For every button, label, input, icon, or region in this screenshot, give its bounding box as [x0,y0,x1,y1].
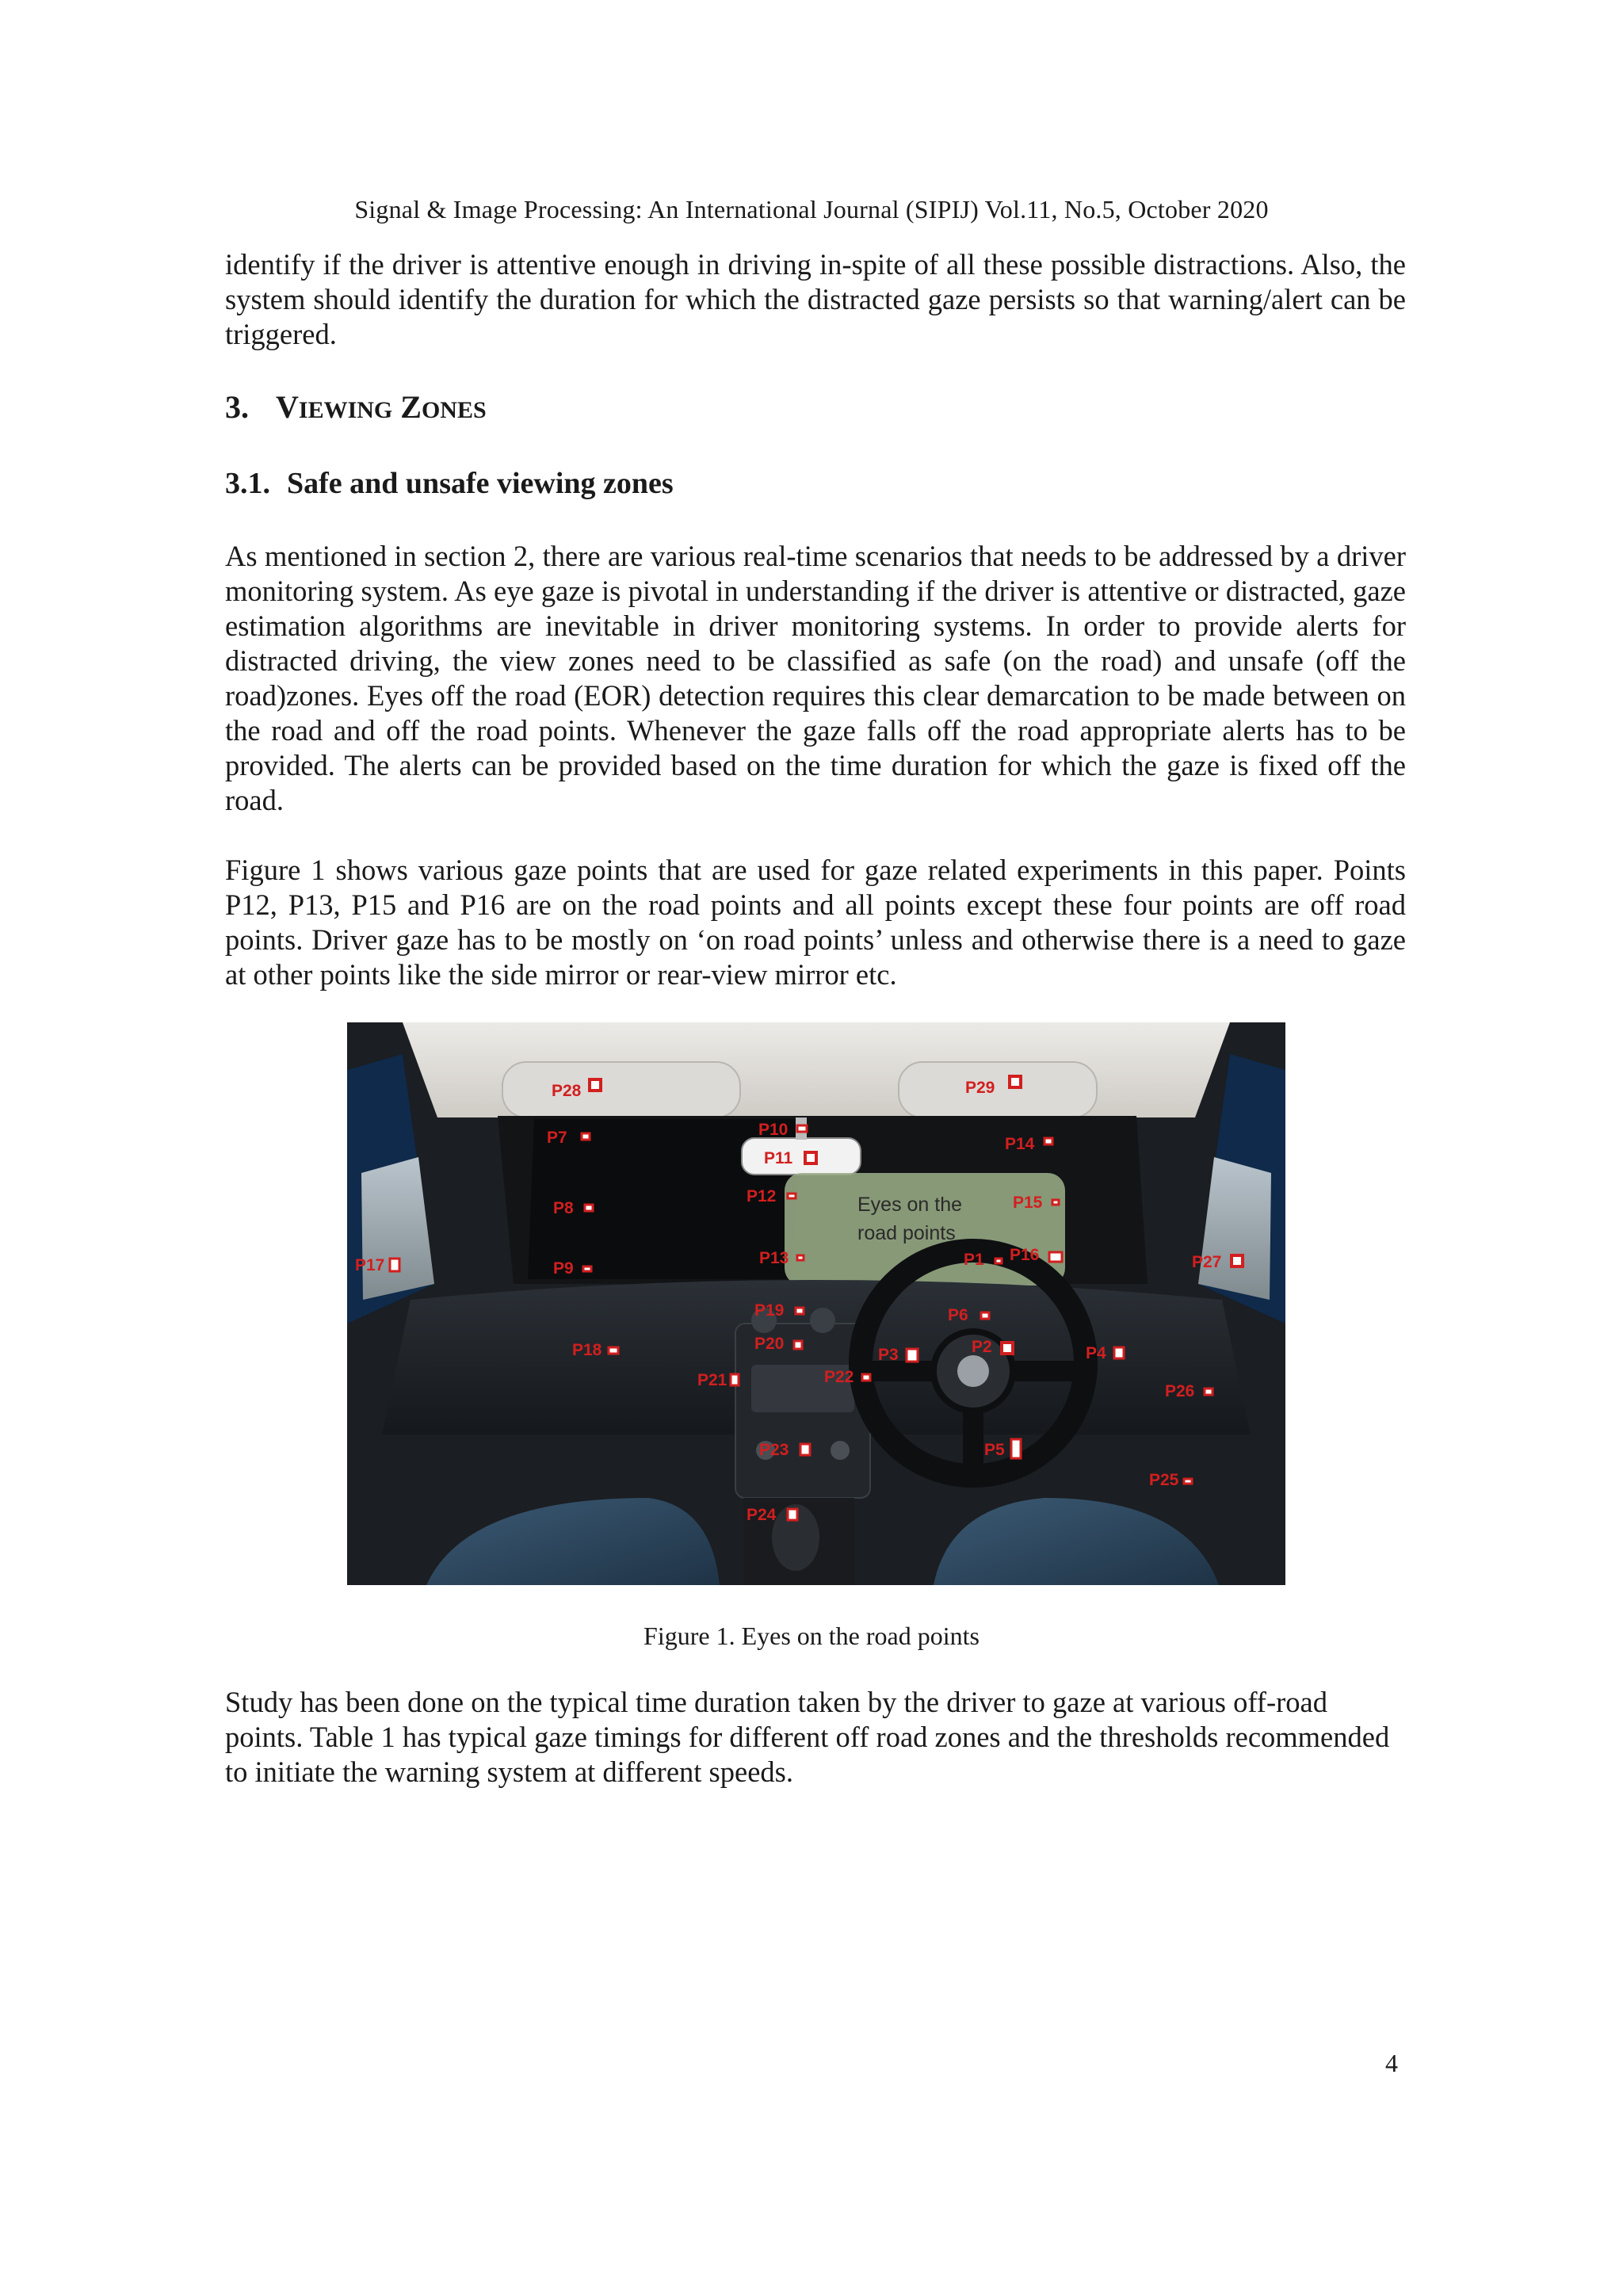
svg-text:P9: P9 [553,1259,574,1278]
left-sun-visor [502,1062,740,1117]
section-title-ones: ONES [421,397,487,423]
paragraph-gaze-points: Figure 1 shows various gaze points that are used for gaze related experiments in this paper. Points P12, P13, P15 and P16 are on the road points and all points except these four points are off road points. Driver gaze has to be mostly on ‘on road points’ unless and otherwise there is a need to gaze at other points like the side mirror or rear-view mirror etc. [225,854,1406,991]
svg-text:P24: P24 [747,1506,777,1524]
svg-text:P8: P8 [553,1199,574,1217]
svg-text:P2: P2 [972,1338,992,1356]
svg-text:P27: P27 [1192,1253,1222,1271]
section-title-iewing: IEWING [298,397,393,423]
gaze-point-p11 [764,1149,816,1167]
subsection-number: 3.1. [225,467,270,500]
svg-text:P12: P12 [747,1187,777,1205]
svg-text:P18: P18 [572,1341,602,1359]
svg-text:P23: P23 [759,1441,789,1459]
section-title-v: V [276,389,299,425]
road-label-line2: road points [857,1222,956,1244]
svg-text:P15: P15 [1013,1194,1043,1212]
intro-paragraph: identify if the driver is attentive enough in driving in-spite of all these possible distractions. Also, the system should identify the duration for which the distracted gaze persists so that warning/alert can be triggered. [225,248,1406,350]
page-number: 4 [1385,2049,1398,2077]
rear-view-mirror [742,1138,861,1175]
svg-text:P3: P3 [878,1346,899,1364]
svg-text:P7: P7 [547,1129,567,1147]
svg-text:P13: P13 [759,1249,789,1267]
running-header: Signal & Image Processing: An International Journal (SIPIJ) Vol.11, No.5, October 2020 [354,195,1269,223]
svg-text:P11: P11 [764,1149,793,1167]
svg-text:P16: P16 [1010,1246,1040,1264]
svg-text:P1: P1 [964,1251,984,1269]
svg-text:P4: P4 [1086,1344,1106,1362]
svg-text:P28: P28 [552,1082,582,1100]
gaze-point-p17 [355,1256,399,1274]
section-title-z: Z [400,389,422,425]
road-label-line1: Eyes on the [857,1194,963,1216]
gaze-point-p3 [878,1346,918,1364]
paragraph-gaze-timings: Study has been done on the typical time duration taken by the driver to gaze at various off-road points. Table 1 has typical gaze timings for different off road zones and the thresholds recommended to initiate the warning system at different speeds. [225,1686,1390,1788]
svg-text:P6: P6 [948,1306,968,1324]
subsection-heading [225,466,674,501]
svg-text:P22: P22 [824,1368,854,1386]
svg-text:P19: P19 [754,1301,785,1320]
svg-text:P5: P5 [984,1441,1005,1459]
section-number: 3. [225,389,249,425]
right-sun-visor [899,1062,1097,1117]
figure-car-interior [347,1022,1285,1585]
svg-text:P10: P10 [758,1121,789,1139]
paragraph-viewing-zones: As mentioned in section 2, there are various real-time scenarios that needs to be addressed by a driver monitoring system. As eye gaze is pivotal in understanding if the driver is attentive or distracted, gaze estimation algorithms are inevitable in driver monitoring systems. In order to provide alerts for distracted driving, the view zones need to be classified as safe (on the road) and unsafe (off the road)zones. Eyes off the road (EOR) detection requires this clear demarcation to be made between on the road and off the road points. Whenever the gaze falls off the road appropriate alerts has to be provided. The alerts can be provided based on the time duration for which the gaze is fixed off the road. [225,540,1406,816]
subsection-title: Safe and unsafe viewing zones [287,467,674,500]
svg-text:P21: P21 [697,1371,727,1389]
svg-text:P14: P14 [1005,1135,1035,1153]
svg-text:P26: P26 [1165,1382,1195,1400]
svg-text:P20: P20 [754,1335,785,1353]
svg-text:P17: P17 [355,1256,385,1274]
gaze-point-p5 [984,1439,1021,1459]
car-interior-illustration [347,1022,1285,1585]
figure-caption: Figure 1. Eyes on the road points [643,1622,980,1650]
svg-text:P29: P29 [965,1079,995,1097]
section-heading [225,388,487,426]
svg-text:P25: P25 [1149,1471,1179,1489]
